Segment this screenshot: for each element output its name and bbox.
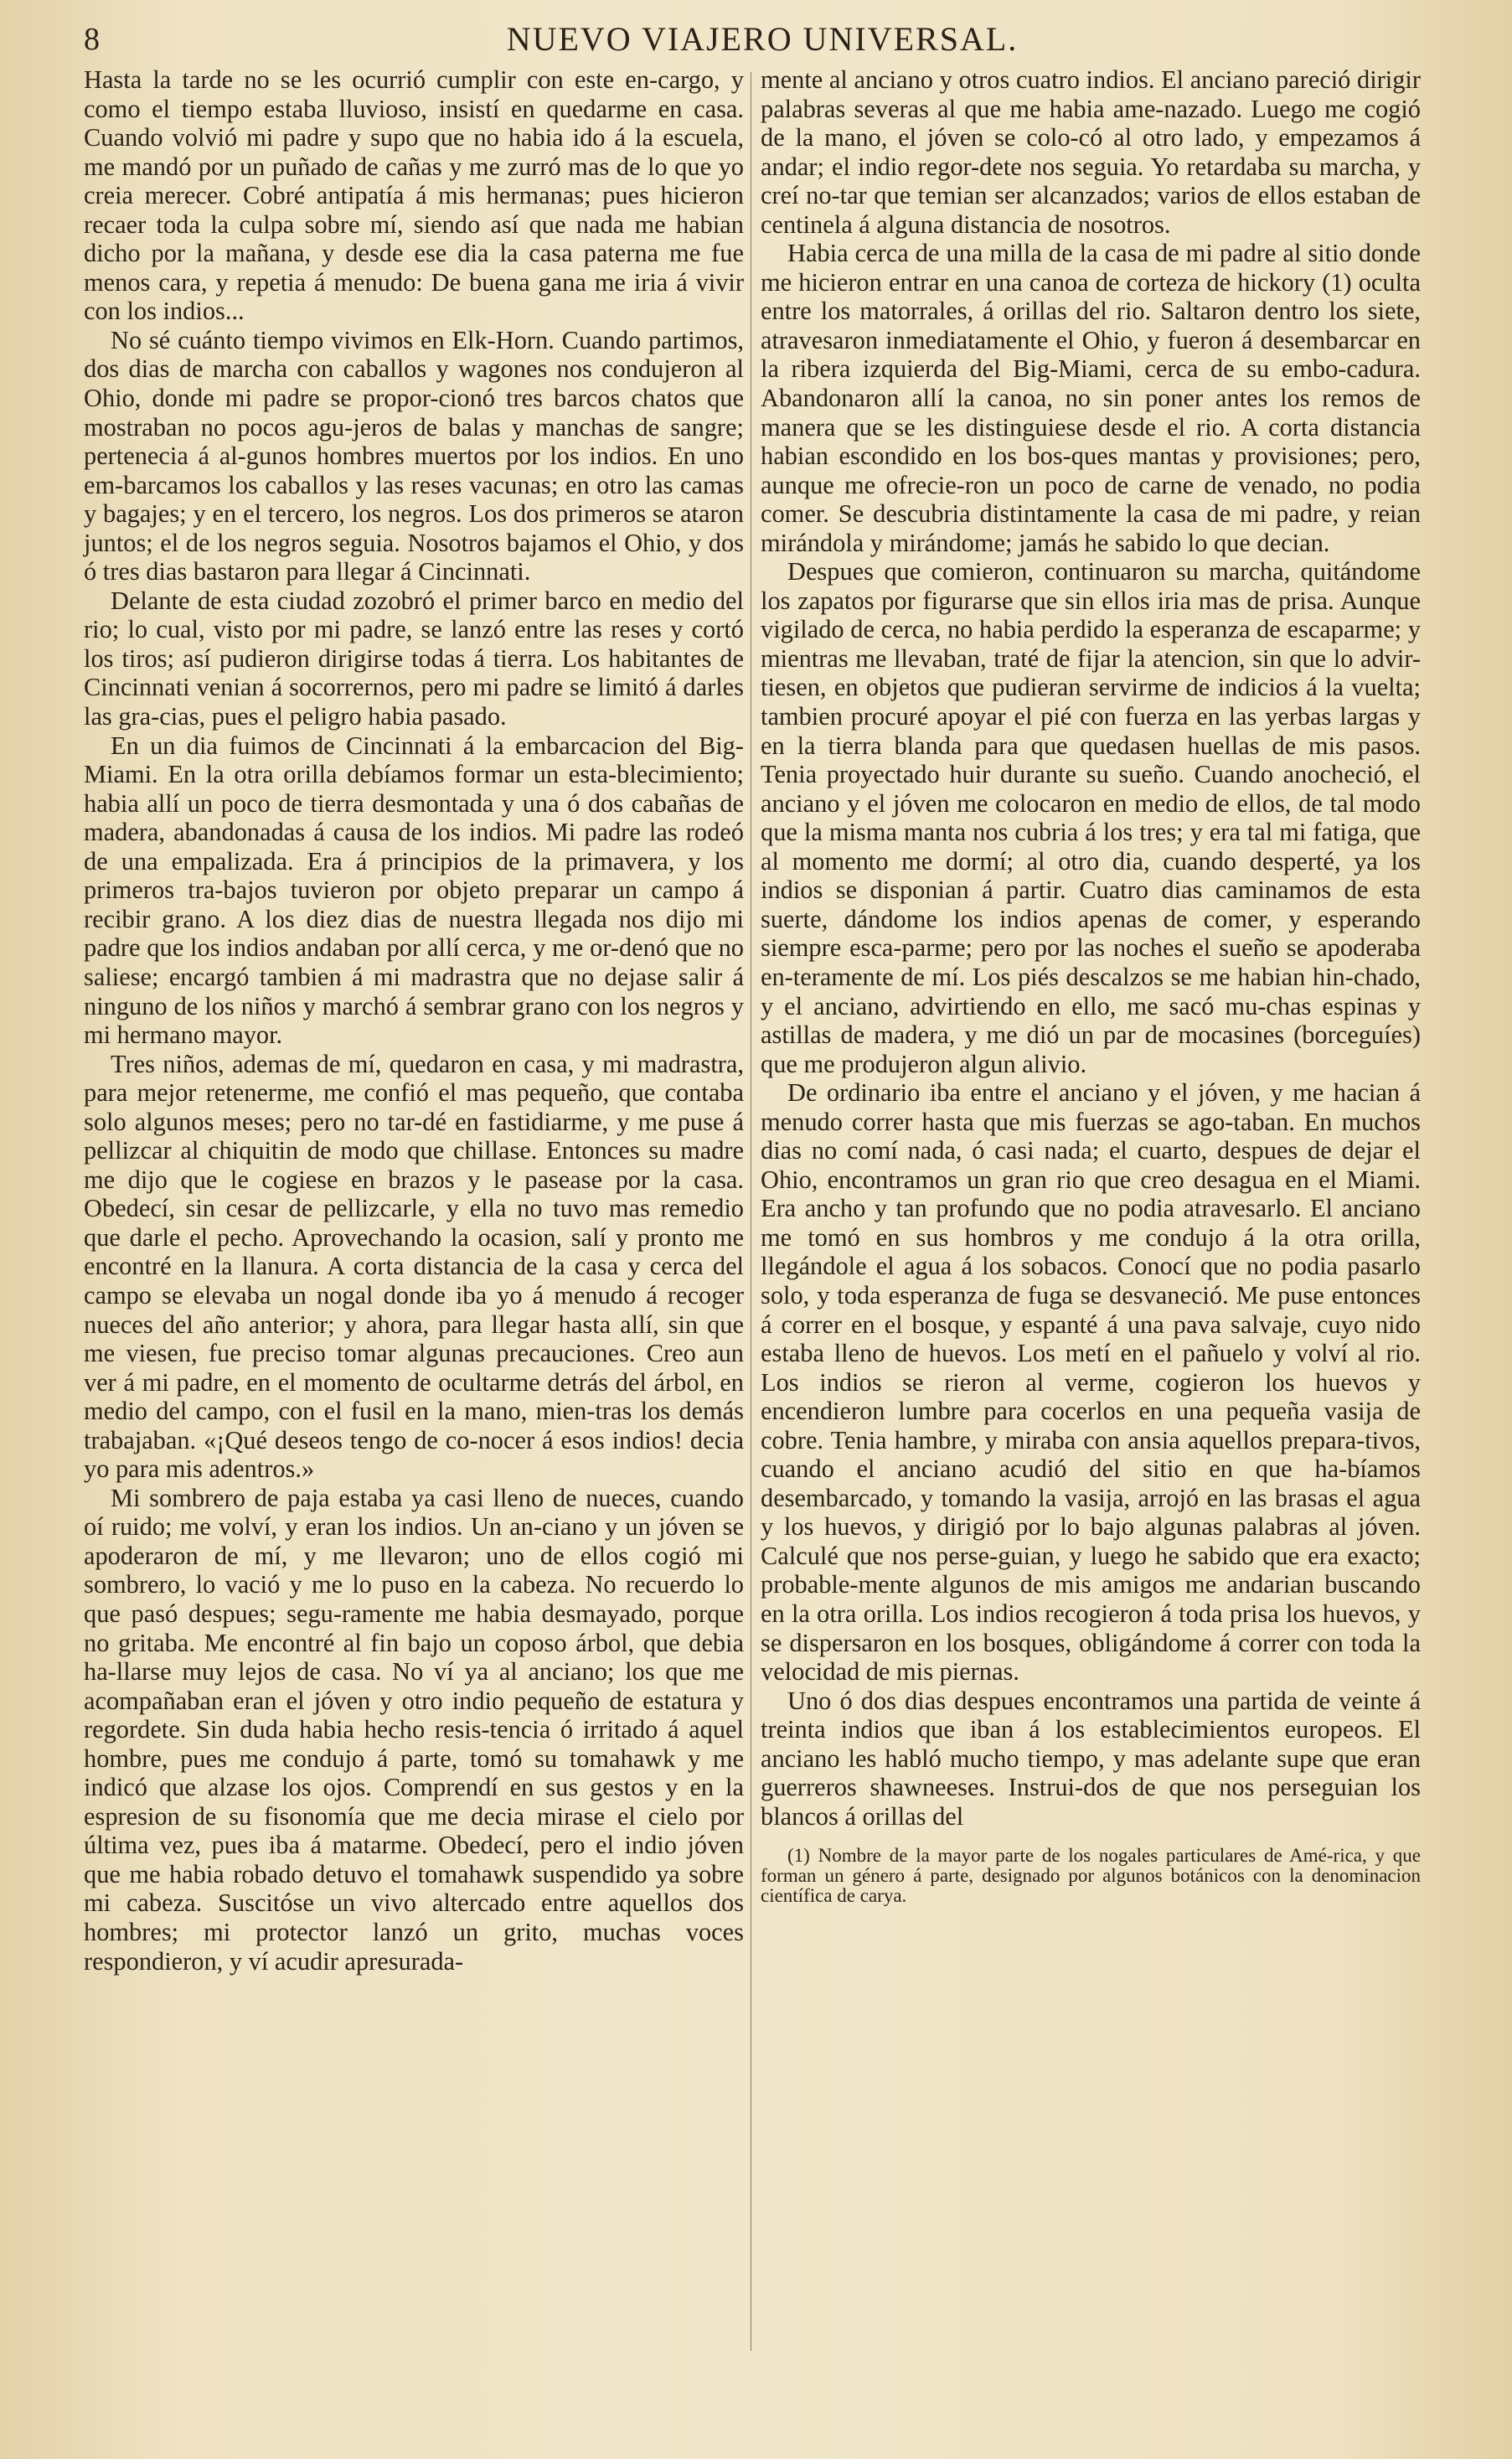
paragraph: Habia cerca de una milla de la casa de mi padre al sitio donde me hicieron entrar en una canoa de corteza de hickory (1) oculta entre los matorrales, á orillas del rio. Saltaron dentro los siete, atravesaron inmediatamente el Ohio, y fueron á desembarcar en la ribera izquierda del Big-Miami, cerca de su embo-cadura. Abandonaron allí la canoa, no sin poner antes los remos de manera que se les distinguiese desde el rio. A corta distancia habian escondido en los bos-ques mantas y provisiones; pero, aunque me ofrecie-ron un poco de carne de venado, no podia comer. Se descubria distintamente la casa de mi padre, y reian mirándola y mirándome; jamás he sabido lo que decian. xyxy=(761,239,1421,557)
paragraph: Tres niños, ademas de mí, quedaron en casa, y mi madrastra, para mejor retenerme, me confió el mas pequeño, que contaba solo algunos meses; pero no tar-dé en fastidiarme, y me puse á pellizcar al chiquitin de modo que chillase. Entonces su madre me dijo que le cogiese en brazos y le pasease por la casa. Obedecí, sin cesar de pellizcarle, y ella no tuvo mas remedio que darle el pecho. Aprovechando la ocasion, salí y pronto me encontré en la llanura. A corta distancia de la casa y cerca del campo se elevaba un nogal donde iba yo á menudo á recoger nueces del año anterior; y ahora, para llegar hasta allí, sin que me viesen, fue preciso tomar algunas precauciones. Creo aun ver á mi padre, en el momento de ocultarme detrás del árbol, en medio del campo, con el fusil en la mano, mien-tras los demás trabajaban. «¡Qué deseos tengo de co-nocer á esos indios! decia yo para mis adentros.» xyxy=(84,1049,744,1484)
paragraph: Mi sombrero de paja estaba ya casi lleno de nueces, cuando oí ruido; me volví, y eran los indios. Un an-ciano y un jóven se apoderaron de mí, y me llevaron; uno de ellos cogió mi sombrero, lo vació y me lo puso en la cabeza. No recuerdo lo que pasó despues; segu-ramente me habia desmayado, porque no gritaba. Me encontré al fin bajo un coposo árbol, que debia ha-llarse muy lejos de casa. No ví ya al anciano; los que me acompañaban eran el jóven y otro indio pequeño de estatura y regordete. Sin duda habia hecho resis-tencia ó irritado á aquel hombre, pues me condujo á parte, tomó su tomahawk y me indicó que alzase los ojos. Comprendí en sus gestos y en la espresion de su fisonomía que me decia mirase el cielo por última vez, pues iba á matarme. Obedecí, pero el indio jóven que me habia robado detuvo el tomahawk suspendido ya sobre mi cabeza. Suscitóse un vivo altercado entre aquellos dos hombres; mi protector lanzó un grito, muchas voces respondieron, y ví acudir apresurada- xyxy=(84,1483,744,1976)
page-header xyxy=(84,18,1441,60)
paragraph: No sé cuánto tiempo vivimos en Elk-Horn. Cuando partimos, dos dias de marcha con caballos y wagones nos condujeron al Ohio, donde mi padre se propor-cionó tres barcos chatos que mostraban no pocos agu-jeros de balas y manchas de sangre; pertenecia á al-gunos hombres muertos por los indios. En uno em-barcamos los caballos y las reses vacunas; en otro las camas y bagajes; y en el tercero, los negros. Los dos primeros se ataron juntos; el de los negros seguia. Nosotros bajamos el Ohio, y dos ó tres dias bastaron para llegar á Cincinnati. xyxy=(84,325,744,586)
page-number: 8 xyxy=(84,22,100,57)
paragraph: mente al anciano y otros cuatro indios. El anciano pareció dirigir palabras severas al que me habia ame-nazado. Luego me cogió de la mano, el jóven se colo-có al otro lado, y empezamos á andar; el indio regor-dete nos seguia. Yo retardaba su marcha, y creí no-tar que temian ser alcanzados; varios de ellos estaban de centinela á alguna distancia de nosotros. xyxy=(761,65,1421,239)
paragraph: Delante de esta ciudad zozobró el primer barco en medio del rio; lo cual, visto por mi padre, se lanzó entre las reses y cortó los tiros; así pudieron dirigirse todas á tierra. Los habitantes de Cincinnati venian á socorrernos, pero mi padre se limitó á darles las gra-cias, pues el peligro habia pasado. xyxy=(84,586,744,731)
paragraph: Hasta la tarde no se les ocurrió cumplir con este en-cargo, y como el tiempo estaba lluvioso, insistí en quedarme en casa. Cuando volvió mi padre y supo que no habia ido á la escuela, me mandó por un puñado de cañas y me zurró mas de lo que yo creia merecer. Cobré antipatía á mis hermanas; pues hicieron recaer toda la culpa sobre mí, siendo así que nada me habian dicho por la mañana, y desde ese dia la casa paterna me fue menos cara, y repetia á menudo: De buena gana me iria á vivir con los indios... xyxy=(84,65,744,326)
paragraph: Despues que comieron, continuaron su marcha, quitándome los zapatos por figurarse que sin ellos iria mas de prisa. Aunque vigilado de cerca, no habia perdido la esperanza de escaparme; y mientras me llevaban, traté de fijar la atencion, sin que lo advir-tiesen, en objetos que pudieran servirme de indicios á la vuelta; tambien procuré apoyar el pié con fuerza en las yerbas largas y en la tierra blanda para que quedasen huellas de mis pasos. Tenia proyectado huir durante su sueño. Cuando anocheció, el anciano y el jóven me colocaron en medio de ellos, de tal modo que la misma manta nos cubria á los tres; y era tal mi fatiga, que al momento me dormí; al otro dia, cuando desperté, ya los indios se disponian á partir. Cuatro dias caminamos de esta suerte, dándome los indios apenas de comer, y esperando siempre esca-parme; pero por las noches el sueño se apoderaba en-teramente de mí. Los piés descalzos se me habian hin-chado, y el anciano, advirtiendo en ello, me sacó mu-chas espinas y astillas de madera, y me dió un par de mocasines (borceguíes) que me produjeron algun alivio. xyxy=(761,557,1421,1078)
paragraph: Uno ó dos dias despues encontramos una partida de veinte á treinta indios que iban á los establecimientos europeos. El anciano les habló mucho tiempo, y mas adelante supe que eran guerreros shawneeses. Instrui-dos de que nos perseguian los blancos á orillas del xyxy=(761,1686,1421,1831)
paragraph: De ordinario iba entre el anciano y el jóven, y me hacian á menudo correr hasta que mis fuerzas se ago-taban. En muchos dias no comí nada, ó casi nada; el cuarto, despues de dejar el Ohio, encontramos un gran rio que creo desagua en el Miami. Era ancho y tan profundo que no podia atravesarlo. El anciano me tomó en sus hombros y me condujo á la otra orilla, llegándole el agua á los sobacos. Conocí que no podia pasarlo solo, y toda esperanza de fuga se desvaneció. Me puse entonces á correr en el bosque, y espanté á una pava salvaje, cuyo nido estaba lleno de huevos. Los metí en el pañuelo y volví al rio. Los indios se rieron al verme, cogieron los huevos y encendieron lumbre para cocerlos en una pequeña vasija de cobre. Tenia hambre, y miraba con ansia aquellos prepara-tivos, cuando el anciano acudió del sitio en que ha-bíamos desembarcado, y tomando la vasija, arrojó en las brasas el agua y los huevos, y dirigió por lo bajo algunas palabras al jóven. Calculé que nos perse-guian, y luego he sabido que era exacto; probable-mente algunos de mis amigos me andarian buscando en la otra orilla. Los indios recogieron á toda prisa los huevos, y se dispersaron en los bosques, obligándome á correr con toda la velocidad de mis piernas. xyxy=(761,1078,1421,1687)
left-column xyxy=(84,65,744,1976)
footnote: (1) Nombre de la mayor parte de los nogales particulares de Amé-rica, y que forman un género á parte, designado por algunos botánicos con la denominacion científica de carya. xyxy=(761,1845,1421,1907)
right-column xyxy=(761,65,1421,1906)
running-title: NUEVO VIAJERO UNIVERSAL. xyxy=(506,20,1019,58)
paragraph: En un dia fuimos de Cincinnati á la embarcacion del Big-Miami. En la otra orilla debíamos formar un esta-blecimiento; habia allí un poco de tierra desmontada y una ó dos cabañas de madera, abandonadas á causa de los indios. Mi padre las rodeó de una empalizada. Era á principios de la primavera, y los primeros tra-bajos tuvieron por objeto preparar un campo á recibir grano. A los diez dias de nuestra llegada nos dijo mi padre que los indios andaban por allí cerca, y me or-denó que no saliese; encargó tambien á mi madrastra que no dejase salir á ninguno de los niños y marchó á sembrar grano con los negros y mi hermano mayor. xyxy=(84,731,744,1050)
